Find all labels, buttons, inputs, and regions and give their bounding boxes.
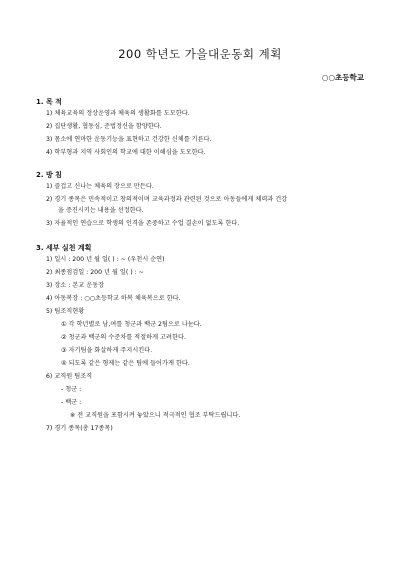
plan-item-team-status: 5) 팀조직현황 — [46, 308, 85, 315]
purpose-item: 2) 집단생활, 협동심, 준법정신을 함양한다. — [46, 123, 162, 130]
policy-item: 2) 경기 종목은 민속적이고 창의적이며 교육과정과 관련된 것으로 아동들에게 체력과 건강 — [46, 196, 288, 203]
section-heading-purpose: 1. 목 적 — [36, 98, 62, 106]
plan-item-location: 3) 장소 : 본교 운동장 — [46, 282, 105, 289]
staff-note: ※ 전 교직원을 포함시켜 놓았으니 적극적인 협조 부탁드립니다. — [70, 412, 241, 419]
section-heading-policy: 2. 방 침 — [36, 171, 62, 179]
team-rule-item: ① 각 학년별로 남,여를 청군과 백군 2팀으로 나눈다. — [61, 321, 202, 328]
document-title: 200 학년도 가을대운동회 계획 — [118, 47, 282, 61]
plan-item-staff-teams: 6) 교직원 팀조직 — [46, 373, 93, 380]
purpose-item: 1) 체육교육의 정상운영과 체육의 생활화를 도모한다. — [46, 110, 190, 117]
staff-team-white: - 백군 : — [61, 399, 82, 406]
section-heading-plan: 3. 세부 실천 계획 — [36, 244, 92, 252]
purpose-item: 4) 학부형과 지역 사회인의 학교에 대한 이해심을 도모한다. — [46, 149, 206, 156]
plan-item-uniform: 4) 아동복장 : ○○초등학교 하복 체육복으로 한다. — [46, 295, 181, 302]
plan-item-events: 7) 경기 종목(총 17종목) — [46, 425, 113, 432]
policy-item: 3) 자율적인 연습으로 학생의 인격을 존중하고 수업 결손이 없도록 한다. — [46, 220, 240, 227]
purpose-item: 3) 몸소에 연마한 운동기능을 표현하고 건강한 신체를 기른다. — [46, 136, 212, 143]
staff-team-blue: - 청군 : — [61, 386, 82, 393]
policy-item: 1) 즐겁고 신나는 체육의 장으로 만든다. — [46, 183, 154, 190]
plan-item-final-check: 2) 최종점검일 : 200 년 월 일( ) : ~ — [46, 269, 144, 276]
team-rule-item: ② 청군과 백군의 수준차를 적절하게 고려한다. — [61, 334, 186, 341]
plan-item-date: 1) 일시 : 200 년 월 일( ) : ~ (우천시 순연) — [46, 256, 165, 263]
team-rule-item: ③ 자기팀을 화살하게 주지시킨다. — [61, 347, 153, 354]
school-name: ○○초등학교 — [321, 73, 364, 82]
policy-item-continuation: 을 증진시키는 내용을 선정한다. — [58, 207, 144, 214]
team-rule-item: ④ 되도록 같은 형제는 같은 팀에 들어가게 한다. — [61, 360, 190, 367]
